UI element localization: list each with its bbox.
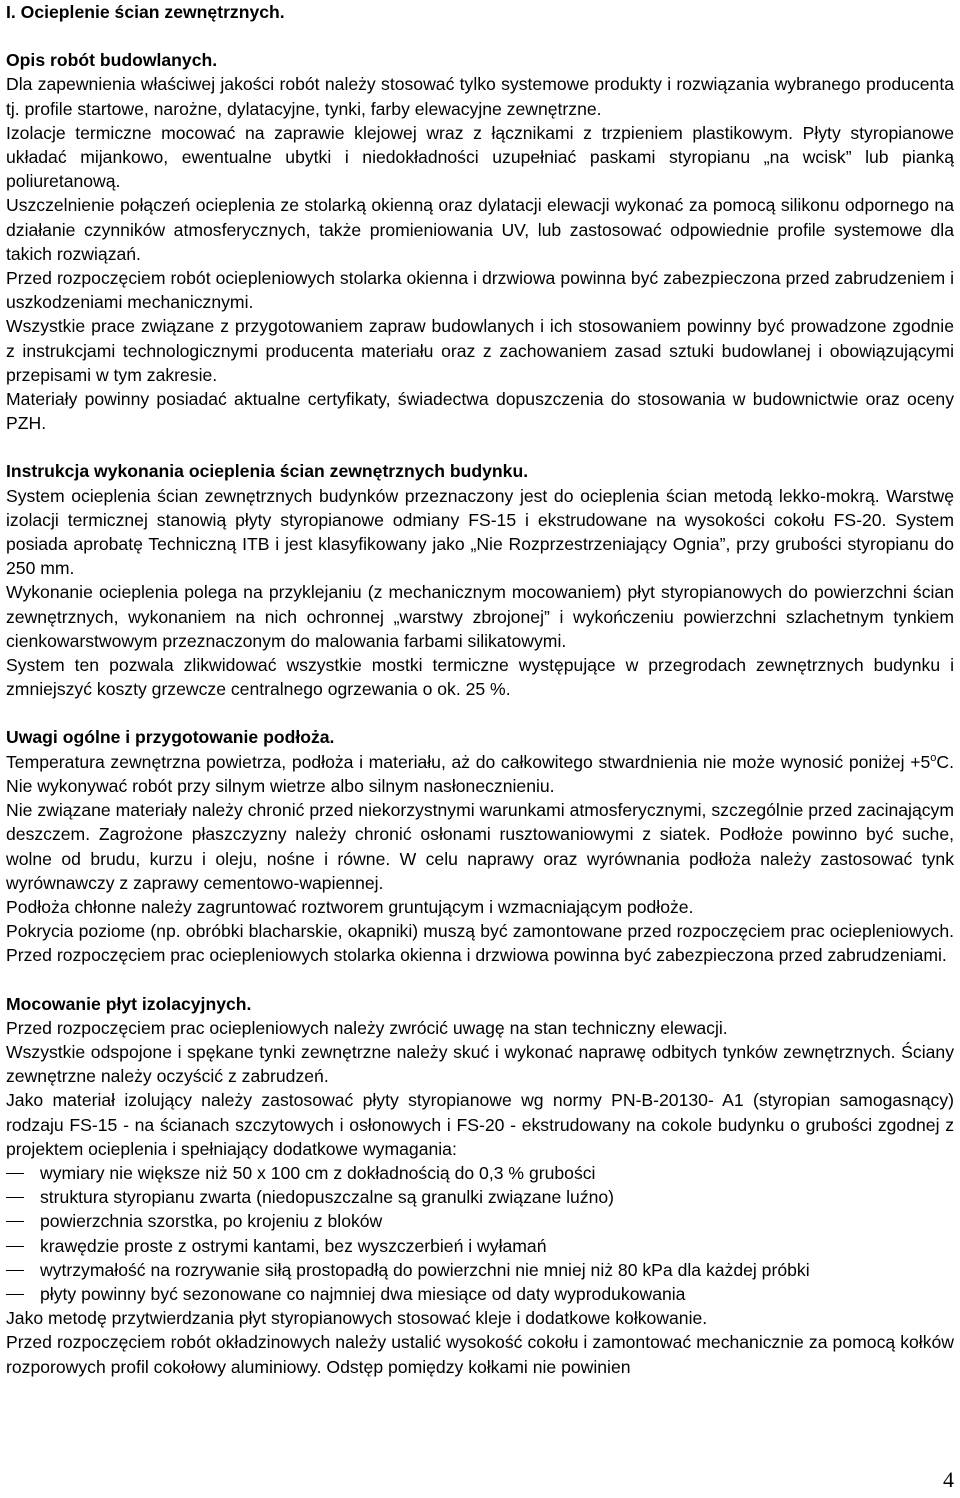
temp-text-after: C. Nie wykonywać robót przy silnym wietrze albo silnym nasłonecznieniu. bbox=[6, 751, 954, 796]
section-mocowanie-plyt bbox=[6, 992, 954, 1379]
requirements-list bbox=[6, 1161, 954, 1306]
section-heading: Instrukcja wykonania ocieplenia ścian zewnętrznych budynku. bbox=[6, 461, 529, 482]
paragraph: Przed rozpoczęciem robót ociepleniowych stolarka okienna i drzwiowa powinna być zabezpieczona przed zabrudzeniem i uszkodzeniami mechanicznymi. bbox=[6, 268, 954, 313]
section-heading: Opis robót budowlanych. bbox=[6, 50, 218, 71]
list-item bbox=[6, 1209, 954, 1233]
list-item-text: płyty powinny być sezonowane co najmniej dwa miesiące od daty wyprodukowania bbox=[40, 1283, 686, 1304]
dash-bullet-icon bbox=[6, 1270, 24, 1271]
page-number: 4 bbox=[943, 1467, 954, 1492]
paragraph: Wykonanie ocieplenia polega na przyklejaniu (z mechanicznym mocowaniem) płyt styropianowych do powierzchni ścian zewnętrznych, wykonaniem na nich ochronnej „warstwy zbrojonej” i wykończeniu powierzchni szlachetnym tynkiem cienkowarstwowym przeznaczonym do malowania farbami silikatowymi. bbox=[6, 582, 954, 651]
section-heading: Uwagi ogólne i przygotowanie podłoża. bbox=[6, 727, 335, 748]
dash-bullet-icon bbox=[6, 1246, 24, 1247]
paragraph: Materiały powinny posiadać aktualne certyfikaty, świadectwa dopuszczenia do stosowania w budownictwie oraz oceny PZH. bbox=[6, 389, 954, 434]
document-title: I. Ocieplenie ścian zewnętrznych. bbox=[6, 2, 285, 22]
dash-bullet-icon bbox=[6, 1173, 24, 1174]
paragraph: System ten pozwala zlikwidować wszystkie mostki termiczne występujące w przegrodach zewnętrznych budynku i zmniejszyć koszty grzewcze centralnego ogrzewania o ok. 25 %. bbox=[6, 655, 954, 700]
section-uwagi-ogolne bbox=[6, 725, 954, 967]
paragraph: Jako metodę przytwierdzania płyt styropianowych stosować kleje i dodatkowe kołkowanie. bbox=[6, 1308, 708, 1329]
list-item bbox=[6, 1161, 954, 1185]
paragraph: Jako materiał izolujący należy zastosować płyty styropianowe wg normy PN-B-20130- A1 (styropian samogasnący) rodzaju FS-15 - na ścianach szczytowych i osłonowych i FS-20 - ekstrudowany na cokole budynku o grubości zgodnej z projektem ocieplenia i spełniający dodatkowe wymagania: bbox=[6, 1090, 954, 1159]
paragraph: Uszczelnienie połączeń ocieplenia ze stolarką okienną oraz dylatacji elewacji wykonać za pomocą silikonu odpornego na działanie czynników atmosferycznych, także promieniowania UV, lub zastosować odpowiednie profile systemowe dla takich rozwiązań. bbox=[6, 195, 954, 264]
section-instrukcja bbox=[6, 459, 954, 701]
list-item-text: wymiary nie większe niż 50 x 100 cm z dokładnością do 0,3 % grubości bbox=[40, 1162, 596, 1183]
paragraph: Przed rozpoczęciem prac ociepleniowych należy zwrócić uwagę na stan techniczny elewacji. bbox=[6, 1017, 728, 1038]
paragraph: Wszystkie odspojone i spękane tynki zewnętrzne należy skuć i wykonać naprawę odbitych tynków zewnętrznych. Ściany zewnętrzne należy oczyścić z zabrudzeń. bbox=[6, 1041, 954, 1087]
paragraph: System ocieplenia ścian zewnętrznych budynków przeznaczony jest do ocieplenia ścian metodą lekko-mokrą. Warstwę izolacji termicznej stanowią płyty styropianowe odmiany FS-15 i ekstrudowane na wysokości cokołu FS-20. System posiada aprobatę Techniczną ITB i jest klasyfikowany jako „Nie Rozprzestrzeniający Ognia”, przy grubości styropianu do 250 mm. bbox=[6, 485, 954, 579]
paragraph: Dla zapewnienia właściwej jakości robót należy stosować tylko systemowe produkty i rozwiązania wybranego producenta tj. profile startowe, narożne, dylatacyjne, tynki, farby elewacyjne zewnętrzne. bbox=[6, 74, 954, 119]
list-item bbox=[6, 1185, 954, 1209]
dash-bullet-icon bbox=[6, 1221, 24, 1222]
paragraph: Izolacje termiczne mocować na zaprawie klejowej wraz z łącznikami z trzpieniem plastikowym. Płyty styropianowe układać mijankowo, ewentualne ubytki i niedokładności uzupełniać paskami styropianu „na wcisk” lub pianką poliuretanową. bbox=[6, 122, 954, 192]
paragraph-temperature bbox=[6, 750, 954, 798]
list-item-text: krawędzie proste z ostrymi kantami, bez wyszczerbień i wyłamań bbox=[40, 1235, 547, 1256]
section-opis-robot bbox=[6, 48, 954, 435]
list-item-text: struktura styropianu zwarta (niedopuszczalne są granulki związane luźno) bbox=[40, 1187, 615, 1208]
dash-bullet-icon bbox=[6, 1294, 24, 1295]
temp-text-before: Temperatura zewnętrzna powietrza, podłoża i materiału, aż do całkowitego stwardnienia nie może wynosić poniżej +5 bbox=[6, 751, 931, 772]
list-item bbox=[6, 1258, 954, 1282]
section-heading: Mocowanie płyt izolacyjnych. bbox=[6, 993, 252, 1014]
list-item bbox=[6, 1234, 954, 1258]
paragraph: Podłoża chłonne należy zagruntować roztworem gruntującym i wzmacniającym podłoże. bbox=[6, 896, 694, 917]
degree-sup: o bbox=[930, 751, 937, 764]
paragraph: Wszystkie prace związane z przygotowaniem zapraw budowlanych i ich stosowaniem powinny być prowadzone zgodnie z instrukcjami technologicznymi producenta materiału oraz z zachowaniem zasad sztuki budowlanej i obowiązującymi przepisami w tym zakresie. bbox=[6, 316, 954, 385]
list-item-text: wytrzymałość na rozrywanie siłą prostopadłą do powierzchni nie mniej niż 80 kPa dla każdej próbki bbox=[40, 1259, 810, 1280]
paragraph: Pokrycia poziome (np. obróbki blacharskie, okapniki) muszą być zamontowane przed rozpoczęciem prac ociepleniowych. Przed rozpoczęciem prac ociepleniowych stolarka okienna i drzwiowa powinna być zabezpieczona przed zabrudzeniami. bbox=[6, 921, 954, 966]
list-item-text: powierzchnia szorstka, po krojeniu z bloków bbox=[40, 1211, 383, 1232]
dash-bullet-icon bbox=[6, 1197, 24, 1198]
list-item bbox=[6, 1282, 954, 1306]
paragraph: Przed rozpoczęciem robót okładzinowych należy ustalić wysokość cokołu i zamontować mechanicznie za pomocą kołków rozporowych profil cokołowy aluminiowy. Odstęp pomiędzy kołkami nie powinien bbox=[6, 1332, 954, 1377]
paragraph: Nie związane materiały należy chronić przed niekorzystnymi warunkami atmosferycznymi, szczególnie przed zacinającym deszczem. Zagrożone płaszczyzny należy chronić osłonami rusztowaniowymi z siatek. Podłoże powinno być suche, wolne od brudu, kurzu i oleju, nośne i równe. W celu naprawy oraz wyrównania podłoża należy zastosować tynk wyrównawczy z zaprawy cementowo-wapiennej. bbox=[6, 800, 954, 893]
